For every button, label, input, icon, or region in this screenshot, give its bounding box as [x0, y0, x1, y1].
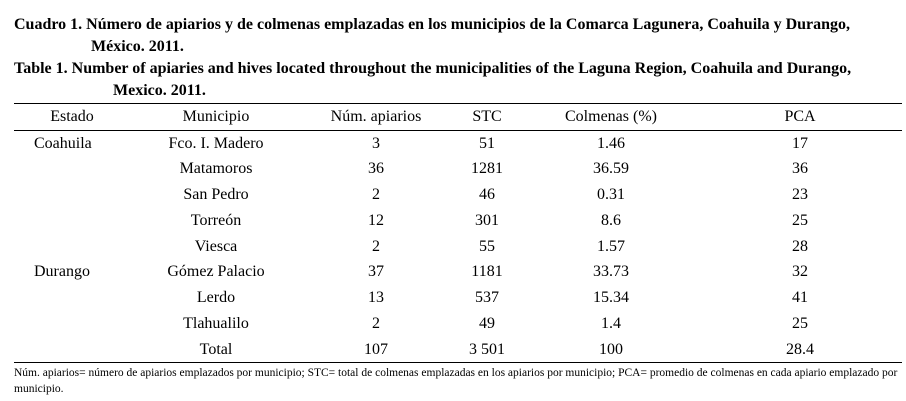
cell-num-apiarios: 12: [368, 211, 384, 229]
cell-estado: Durango: [34, 263, 90, 281]
header-colmenas: Colmenas (%): [565, 108, 657, 125]
cell-pca: 28.4: [786, 340, 814, 358]
header-estado: Estado: [50, 108, 94, 125]
cell-stc: 301: [475, 211, 499, 229]
cell-pca: 25: [792, 211, 808, 229]
cell-num-apiarios: 2: [372, 237, 380, 255]
table-footnote: Núm. apiarios= número de apiarios emplazados por municipio; STC= total de colmenas emplazadas en los apiarios por municipio; PCA= promedio de colmenas en cada apiario emplazado por municipio.: [14, 367, 898, 395]
table-row: [14, 182, 902, 208]
header-pca: PCA: [784, 108, 816, 125]
cell-pca: 23: [792, 185, 808, 203]
cell-municipio: Tlahualilo: [183, 314, 249, 332]
cell-pca: 17: [792, 134, 808, 152]
cell-municipio: San Pedro: [183, 185, 249, 203]
table-row: [14, 337, 902, 363]
cell-municipio: Viesca: [194, 237, 238, 255]
cell-estado: [14, 234, 130, 260]
table-row: [14, 156, 902, 182]
table-row: [14, 311, 902, 337]
cell-colmenas: 33.73: [593, 263, 629, 281]
caption-en-line1: Table 1. Number of apiaries and hives located throughout the municipalities of the Laguna Region, Coahuila and Durango,: [14, 60, 852, 77]
apiaries-table: [14, 103, 902, 363]
cell-stc: 3 501: [469, 340, 505, 358]
cell-pca: 32: [792, 263, 808, 281]
table-row: [14, 285, 902, 311]
cell-colmenas: 8.6: [601, 211, 621, 229]
cell-municipio: Matamoros: [179, 160, 253, 178]
cell-stc: 537: [475, 289, 499, 307]
table-row: [14, 208, 902, 234]
cell-num-apiarios: 3: [372, 134, 380, 152]
cell-estado: Coahuila: [34, 134, 92, 152]
header-stc: STC: [472, 108, 502, 125]
cell-pca: 28: [792, 237, 808, 255]
caption-en-line2: Mexico. 2011.: [113, 82, 206, 99]
table-row: [14, 131, 902, 157]
table-row: [14, 259, 902, 285]
table-body: [14, 131, 902, 363]
cell-municipio: Torreón: [190, 211, 242, 229]
cell-stc: 1281: [471, 160, 503, 178]
cell-colmenas: 1.57: [597, 237, 625, 255]
cell-estado: [14, 311, 130, 337]
cell-municipio: Fco. I. Madero: [168, 134, 264, 152]
table-row: [14, 234, 902, 260]
cell-num-apiarios: 37: [368, 263, 384, 281]
cell-colmenas: 1.4: [601, 314, 621, 332]
cell-colmenas: 36.59: [593, 160, 629, 178]
cell-estado: [14, 156, 130, 182]
cell-stc: 51: [479, 134, 495, 152]
cell-stc: 49: [479, 314, 495, 332]
header-num-apiarios: Núm. apiarios: [330, 108, 422, 125]
cell-estado: [14, 285, 130, 311]
cell-pca: 36: [792, 160, 808, 178]
cell-estado: [14, 337, 130, 363]
caption-es-line2: México. 2011.: [91, 38, 184, 55]
cell-pca: 25: [792, 314, 808, 332]
cell-stc: 46: [479, 185, 495, 203]
cell-colmenas: 100: [599, 340, 623, 358]
table-caption: [14, 14, 904, 102]
cell-stc: 55: [479, 237, 495, 255]
cell-colmenas: 0.31: [597, 185, 625, 203]
cell-num-apiarios: 107: [364, 340, 388, 358]
caption-es-line1: Cuadro 1. Número de apiarios y de colmenas emplazadas en los municipios de la Comarca Lagunera, Coahuila y Durango,: [14, 16, 851, 33]
cell-colmenas: 15.34: [593, 289, 629, 307]
cell-colmenas: 1.46: [597, 134, 625, 152]
table-header-row: [14, 104, 902, 131]
cell-num-apiarios: 36: [368, 160, 384, 178]
cell-num-apiarios: 2: [372, 314, 380, 332]
cell-pca: 41: [792, 289, 808, 307]
cell-municipio: Lerdo: [196, 289, 236, 307]
header-municipio: Municipio: [182, 108, 250, 125]
cell-municipio: Gómez Palacio: [167, 263, 265, 281]
cell-estado: [14, 182, 130, 208]
cell-num-apiarios: 2: [372, 185, 380, 203]
cell-stc: 1181: [471, 263, 503, 281]
cell-num-apiarios: 13: [368, 289, 384, 307]
cell-estado: [14, 208, 130, 234]
cell-municipio: Total: [199, 340, 233, 358]
